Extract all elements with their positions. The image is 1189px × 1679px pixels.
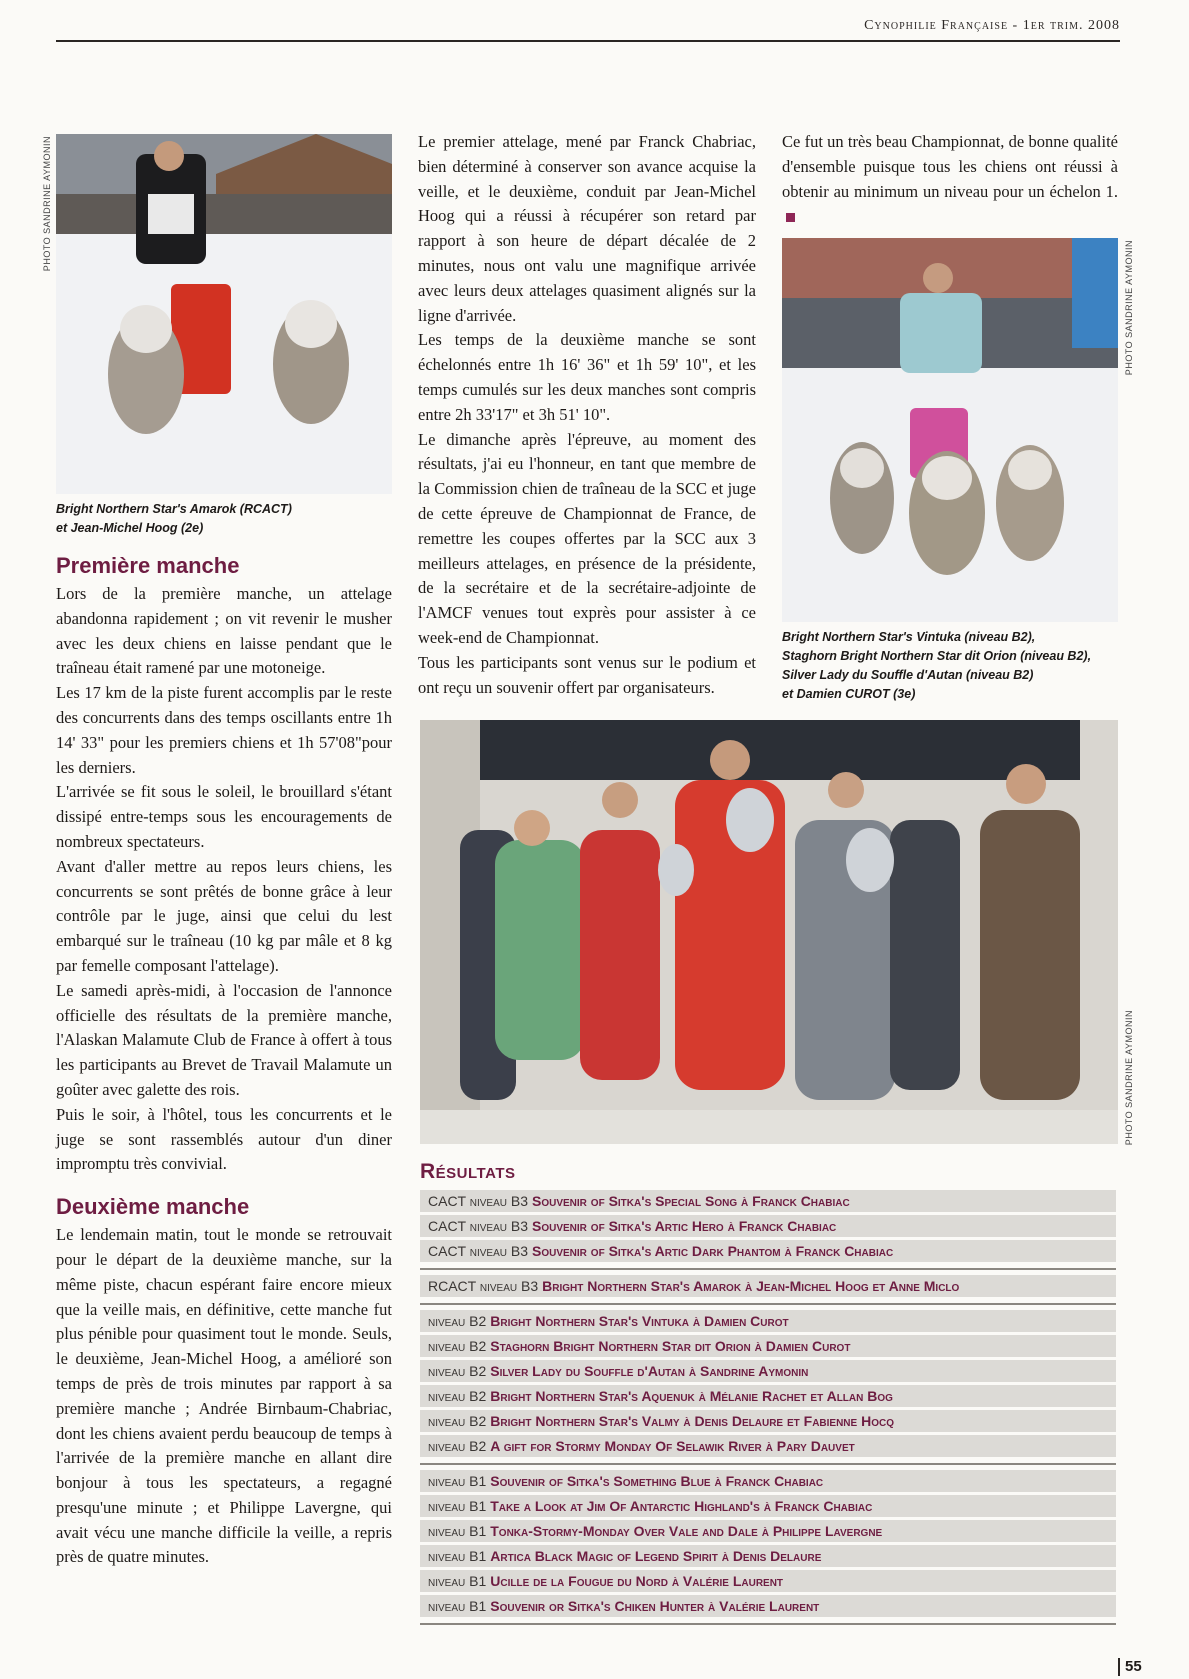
caption-line: et Jean-Michel Hoog (2e)	[56, 521, 204, 535]
result-row	[420, 1520, 1116, 1542]
paragraph: Le premier attelage, mené par Franck Chabriac, bien déterminé à conserver son avance acquise la veille, et le deuxième, conduit par Jean-Michel Hoog qui a réussi à récupérer son retard par rapport à son heure de départ décalée de 2 minutes, nous ont valu une magnifique arrivée avec leurs deux attelages quasiment alignés sur la ligne d'arrivée.	[418, 132, 756, 325]
results-group	[420, 1190, 1116, 1270]
photo-amarok-team	[56, 134, 392, 494]
result-owner: à Franck Chabiac	[763, 1498, 873, 1514]
paragraph: Tous les participants sont venus sur le podium et ont reçu un souvenir offert par organisateurs.	[418, 652, 756, 697]
result-dog-name: Artica Black Magic of Legend Spirit	[490, 1548, 718, 1564]
result-dog-name: Bright Northern Star's Aquenuk	[490, 1388, 695, 1404]
result-dog-name: Souvenir or Sitka's Chiken Hunter	[490, 1598, 705, 1614]
paragraph: Ce fut un très beau Championnat, de bonne qualité d'ensemble puisque tous les chiens ont réussi à obtenir au minimum un niveau pour un échelon 1.	[782, 132, 1118, 201]
photo-vintuka-team	[782, 238, 1118, 622]
paragraph: L'arrivée se fit sous le soleil, le brouillard s'étant dissipé entre-temps sous les encouragements de nombreux spectateurs.	[56, 782, 392, 851]
result-level: niveau B2	[428, 1438, 487, 1454]
result-row	[420, 1215, 1116, 1237]
result-dog-name: Silver Lady du Souffle d'Autan	[490, 1363, 685, 1379]
result-owner: à Denis Delaure	[721, 1548, 822, 1564]
photo-caption-1	[56, 500, 392, 538]
result-dog-name: Ucille de la Fougue du Nord	[490, 1573, 668, 1589]
result-row	[420, 1570, 1116, 1592]
result-level: RCACT niveau B3	[428, 1278, 539, 1294]
paragraph: Puis le soir, à l'hôtel, tous les concurrents et le juge se sont rassemblés autour d'un diner impromptu très convivial.	[56, 1104, 392, 1174]
paragraph: Avant d'aller mettre au repos leurs chiens, les concurrents se sont prêtés de bonne grâce à leur contrôle par le juge, ainsi que celui du lest embarqué sur le traîneau (10 kg par mâle et 8 kg par femelle composant l'attelage).	[56, 856, 392, 975]
result-dog-name: Souvenir of Sitka's Artic Dark Phantom	[532, 1243, 781, 1259]
result-dog-name: Souvenir of Sitka's Artic Hero	[532, 1218, 724, 1234]
result-owner: à Damien Curot	[754, 1338, 851, 1354]
result-level: CACT niveau B3	[428, 1243, 528, 1259]
result-row	[420, 1545, 1116, 1567]
column-2	[418, 130, 756, 700]
result-owner: à Damien Curot	[692, 1313, 789, 1329]
result-dog-name: A gift for Stormy Monday Of Selawik River	[490, 1438, 762, 1454]
result-row	[420, 1190, 1116, 1212]
photo-credit-2: PHOTO SANDRINE AYMONIN	[1124, 240, 1134, 376]
caption-line: Staghorn Bright Northern Star dit Orion (niveau B2),	[782, 649, 1092, 663]
result-owner: à Jean-Michel Hoog et Anne Miclo	[744, 1278, 960, 1294]
result-row	[420, 1275, 1116, 1297]
result-row	[420, 1495, 1116, 1517]
result-dog-name: Souvenir of Sitka's Special Song	[532, 1193, 738, 1209]
results-table	[420, 1190, 1116, 1630]
result-row	[420, 1335, 1116, 1357]
result-dog-name: Bright Northern Star's Vintuka	[490, 1313, 689, 1329]
result-row	[420, 1470, 1116, 1492]
result-level: niveau B1	[428, 1548, 487, 1564]
column-3	[782, 130, 1118, 229]
column-1	[56, 550, 392, 1570]
results-group	[420, 1275, 1116, 1305]
result-owner: à Pary Dauvet	[765, 1438, 855, 1454]
result-row	[420, 1595, 1116, 1617]
results-title: Résultats	[420, 1160, 516, 1183]
result-level: niveau B2	[428, 1313, 487, 1329]
photo-credit-3: PHOTO SANDRINE AYMONIN	[1124, 1010, 1134, 1146]
result-owner: à Franck Chabiac	[784, 1243, 894, 1259]
result-level: CACT niveau B3	[428, 1193, 528, 1209]
result-owner: à Franck Chabiac	[714, 1473, 824, 1489]
result-level: niveau B1	[428, 1473, 487, 1489]
result-row	[420, 1360, 1116, 1382]
section-heading-premiere-manche: Première manche	[56, 553, 240, 578]
result-dog-name: Bright Northern Star's Valmy	[490, 1413, 680, 1429]
result-level: niveau B2	[428, 1363, 487, 1379]
result-level: niveau B1	[428, 1523, 487, 1539]
result-owner: à Franck Chabiac	[741, 1193, 850, 1209]
result-owner: à Philippe Lavergne	[761, 1523, 883, 1539]
caption-line: Bright Northern Star's Amarok (RCACT)	[56, 502, 292, 516]
paragraph: Le lendemain matin, tout le monde se retrouvait pour le départ de la deuxième manche, sur la même piste, chacun espérant faire encore mieux que la veille mais, en définitive, cette manche fut plus pénible pour quasiment tout le monde. Seuls, le deuxième, Jean-Michel Hoog, a amélioré son temps de près de trois minutes par rapport à sa première manche ; Andrée Birnbaum-Chabriac, dont les chiens avaient perdu beaucoup de temps à l'arrivée de la première manche en allant dire bonjour à tous les spectateurs, a regagné presqu'une minute ; et Philippe Lavergne, qui avait vécu une manche difficile la veille, a repris près de quatre minutes.	[56, 1225, 392, 1567]
header-text: Cynophilie Française - 1er trim. 2008	[864, 18, 1120, 33]
result-dog-name: Take a Look at Jim Of Antarctic Highland's	[490, 1498, 760, 1514]
result-row	[420, 1310, 1116, 1332]
page-number: 55	[1118, 1658, 1142, 1676]
end-mark-icon	[786, 213, 795, 222]
result-level: niveau B1	[428, 1498, 487, 1514]
caption-line: et Damien CUROT (3e)	[782, 687, 916, 701]
photo-caption-2	[782, 628, 1122, 704]
paragraph: Le dimanche après l'épreuve, au moment des résultats, j'ai eu l'honneur, en tant que membre de la Commission chien de traîneau de la SCC et juge de cette épreuve de Championnat de France, de remettre les coupes offertes par la SCC aux 3 meilleurs attelages, en présence de la présidente, de la secrétaire et de la secrétaire-adjointe de l'AMCF venues tout exprès pour assister à ce week-end de Championnat.	[418, 429, 756, 647]
result-dog-name: Souvenir of Sitka's Something Blue	[490, 1473, 711, 1489]
result-row	[420, 1435, 1116, 1457]
result-owner: à Mélanie Rachet et Allan Bog	[698, 1388, 893, 1404]
paragraph: Les temps de la deuxième manche se sont échelonnés entre 1h 16' 36" et 1h 59' 10", et les temps cumulés sur les deux manches sont compris entre 2h 33'17" et 3h 51' 10".	[418, 330, 756, 424]
result-owner: à Valérie Laurent	[708, 1598, 820, 1614]
section-heading-deuxieme-manche: Deuxième manche	[56, 1194, 250, 1220]
result-row	[420, 1385, 1116, 1407]
result-level: niveau B2	[428, 1338, 487, 1354]
photo-credit-1: PHOTO SANDRINE AYMONIN	[42, 136, 52, 272]
results-group	[420, 1470, 1116, 1625]
result-dog-name: Tonka-Stormy-Monday Over Vale and Dale	[490, 1523, 758, 1539]
result-dog-name: Bright Northern Star's Amarok	[542, 1278, 742, 1294]
paragraph: Le samedi après-midi, à l'occasion de l'annonce officielle des résultats de la première manche, l'Alaskan Malamute Club de France à offert à tous les participants au Brevet de Travail Malamute un goûter avec galette des rois.	[56, 980, 392, 1099]
result-level: niveau B2	[428, 1413, 487, 1429]
caption-line: Silver Lady du Souffle d'Autan (niveau B2)	[782, 668, 1034, 682]
paragraph: Lors de la première manche, un attelage abandonna rapidement ; on vit revenir le musher avec les deux chiens en laisse pendant que le traîneau était ramené par une motoneige.	[56, 584, 392, 678]
result-level: niveau B2	[428, 1388, 487, 1404]
result-owner: à Franck Chabiac	[727, 1218, 837, 1234]
result-owner: à Sandrine Aymonin	[688, 1363, 809, 1379]
photo-podium	[420, 720, 1118, 1144]
caption-line: Bright Northern Star's Vintuka (niveau B2),	[782, 630, 1036, 644]
results-group	[420, 1310, 1116, 1465]
result-level: niveau B1	[428, 1598, 487, 1614]
result-row	[420, 1410, 1116, 1432]
result-owner: à Denis Delaure et Fabienne Hocq	[683, 1413, 894, 1429]
result-level: CACT niveau B3	[428, 1218, 528, 1234]
result-owner: à Valérie Laurent	[671, 1573, 784, 1589]
result-row	[420, 1240, 1116, 1262]
result-level: niveau B1	[428, 1573, 487, 1589]
paragraph: Les 17 km de la piste furent accomplis par le reste des concurrents dans des temps oscillants entre 1h 14' 33" pour les premiers chiens et 1h 57'08"pour les derniers.	[56, 683, 392, 777]
running-header	[56, 16, 1120, 42]
result-dog-name: Staghorn Bright Northern Star dit Orion	[490, 1338, 751, 1354]
